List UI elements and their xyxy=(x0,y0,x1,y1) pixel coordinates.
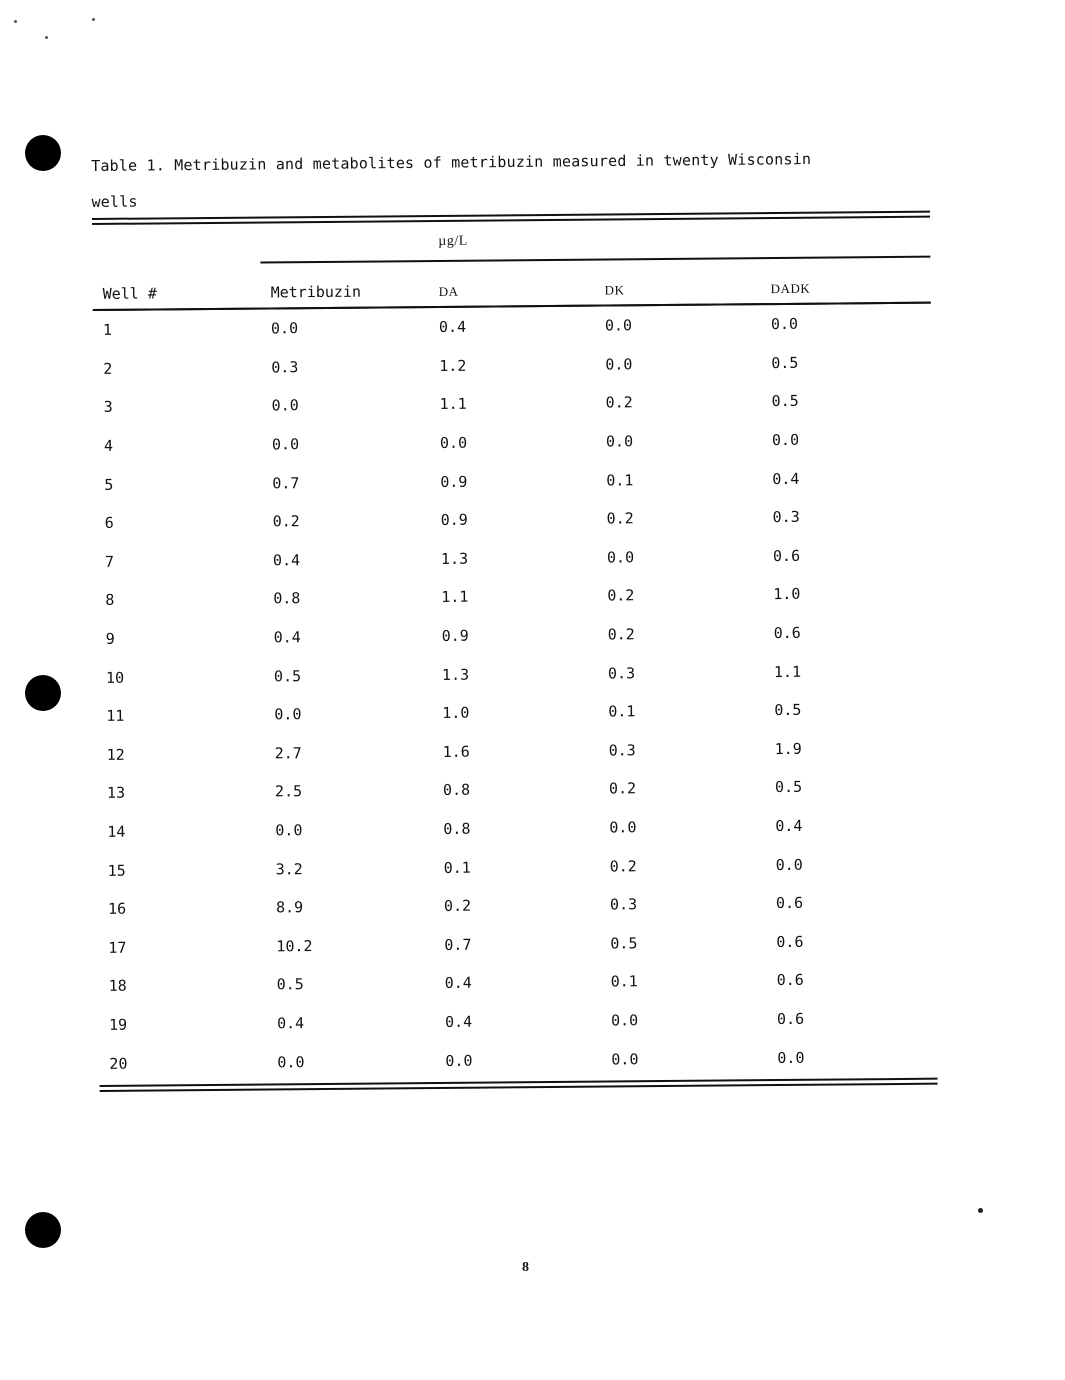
unit-label: µg/L xyxy=(438,233,468,249)
scan-speck xyxy=(14,20,17,23)
cell-dk: 0.2 xyxy=(606,509,634,528)
cell-metribuzin: 3.2 xyxy=(275,859,303,879)
cell-metribuzin: 0.0 xyxy=(274,705,302,724)
cell-dadk: 0.5 xyxy=(774,778,803,797)
cell-dk: 0.3 xyxy=(607,663,636,683)
cell-da: 1.3 xyxy=(440,549,469,568)
cell-da: 0.9 xyxy=(441,626,469,646)
cell-well: 16 xyxy=(107,899,127,919)
scan-speck xyxy=(45,36,48,39)
cell-dadk: 0.0 xyxy=(770,315,799,334)
cell-metribuzin: 0.5 xyxy=(276,975,304,994)
cell-well: 4 xyxy=(103,436,114,455)
data-table-container xyxy=(92,211,938,1092)
cell-dadk: 0.0 xyxy=(777,1048,805,1067)
cell-da: 0.0 xyxy=(439,433,468,453)
cell-dadk: 0.6 xyxy=(776,1009,805,1029)
cell-metribuzin: 0.2 xyxy=(272,512,300,531)
cell-dk: 0.2 xyxy=(607,625,635,644)
cell-dadk: 0.6 xyxy=(773,623,801,643)
cell-dk: 0.0 xyxy=(610,1011,639,1030)
cell-well: 7 xyxy=(104,552,115,571)
cell-metribuzin: 0.0 xyxy=(271,396,299,415)
cell-metribuzin: 0.0 xyxy=(271,435,300,454)
cell-da: 1.6 xyxy=(442,742,470,761)
data-table xyxy=(92,258,937,1083)
header-da: DA xyxy=(438,261,604,307)
cell-well: 2 xyxy=(103,359,113,378)
cell-metribuzin: 10.2 xyxy=(276,936,313,956)
punch-hole-top xyxy=(25,135,61,171)
cell-dk: 0.3 xyxy=(609,895,638,914)
cell-metribuzin: 0.0 xyxy=(275,821,303,840)
cell-da: 0.2 xyxy=(443,896,472,916)
header-well: Well # xyxy=(92,263,270,310)
punch-hole-middle xyxy=(25,675,61,711)
cell-da: 1.1 xyxy=(441,588,469,607)
cell-dadk: 0.5 xyxy=(774,701,802,720)
cell-da: 1.3 xyxy=(441,665,470,684)
cell-metribuzin: 8.9 xyxy=(275,898,304,917)
cell-dadk: 0.4 xyxy=(775,816,803,836)
cell-dk: 0.0 xyxy=(605,432,634,451)
cell-da: 0.8 xyxy=(442,781,471,800)
cell-dk: 0.2 xyxy=(608,779,637,798)
cell-well: 17 xyxy=(108,938,127,957)
cell-metribuzin: 0.7 xyxy=(272,473,300,493)
cell-dadk: 0.6 xyxy=(772,546,801,565)
unit-header-row xyxy=(92,218,930,265)
cell-dadk: 0.0 xyxy=(775,855,803,874)
cell-dk: 0.2 xyxy=(607,586,635,605)
cell-well: 3 xyxy=(103,398,113,417)
cell-da: 1.2 xyxy=(439,356,467,375)
page-number: 8 xyxy=(522,1260,529,1275)
table-caption xyxy=(91,140,932,220)
cell-metribuzin: 2.7 xyxy=(274,744,302,763)
cell-da: 1.0 xyxy=(442,703,470,723)
caption-line-1: Table 1. Metribuzin and metabolites of metribuzin measured in twenty Wisconsin xyxy=(91,150,812,175)
cell-dadk: 0.0 xyxy=(771,430,800,450)
cell-well: 13 xyxy=(106,784,126,803)
cell-metribuzin: 0.8 xyxy=(273,589,301,608)
cell-da: 0.4 xyxy=(444,974,472,993)
cell-dk: 0.0 xyxy=(606,548,635,567)
cell-dadk: 1.1 xyxy=(773,662,802,681)
cell-dk: 0.0 xyxy=(605,355,633,374)
cell-dadk: 0.3 xyxy=(772,508,800,527)
cell-dk: 0.1 xyxy=(610,972,638,991)
cell-well: 5 xyxy=(104,475,114,494)
cell-dk: 0.0 xyxy=(604,316,633,335)
cell-well: 19 xyxy=(108,1015,128,1034)
cell-metribuzin: 0.4 xyxy=(276,1014,305,1033)
cell-da: 0.0 xyxy=(445,1051,473,1070)
column-header-row xyxy=(92,258,930,310)
table-row xyxy=(99,1037,937,1083)
cell-da: 1.1 xyxy=(439,395,467,414)
cell-well: 15 xyxy=(107,861,126,880)
cell-da: 0.4 xyxy=(444,1012,473,1031)
cell-metribuzin: 0.0 xyxy=(277,1052,305,1071)
cell-well: 9 xyxy=(105,629,115,648)
caption-line-2: wells xyxy=(91,192,138,211)
cell-well: 12 xyxy=(106,745,125,764)
cell-well: 20 xyxy=(109,1054,128,1073)
cell-dadk: 1.0 xyxy=(773,585,801,604)
cell-dk: 0.0 xyxy=(611,1049,639,1069)
cell-dk: 0.2 xyxy=(609,856,637,876)
cell-dk: 0.3 xyxy=(608,741,636,760)
cell-dadk: 0.6 xyxy=(775,894,804,913)
cell-dadk: 1.9 xyxy=(774,739,802,758)
cell-well: 11 xyxy=(106,706,125,726)
cell-dk: 0.5 xyxy=(610,934,638,953)
cell-dk: 0.2 xyxy=(605,393,633,413)
cell-well: 10 xyxy=(105,668,125,687)
cell-da: 0.1 xyxy=(443,858,471,877)
cell-dk: 0.0 xyxy=(609,818,637,837)
cell-da: 0.7 xyxy=(444,935,472,954)
cell-dadk: 0.6 xyxy=(776,971,804,990)
table-body xyxy=(93,303,938,1083)
header-metribuzin: Metribuzin xyxy=(270,262,438,308)
cell-well: 8 xyxy=(105,591,115,610)
cell-well: 14 xyxy=(107,822,126,841)
cell-metribuzin: 0.0 xyxy=(270,319,299,338)
cell-da: 0.9 xyxy=(440,472,468,491)
cell-dadk: 0.5 xyxy=(771,353,799,372)
cell-metribuzin: 0.4 xyxy=(272,551,301,570)
cell-da: 0.9 xyxy=(440,510,468,530)
scan-speck xyxy=(92,18,95,21)
header-dadk: DADK xyxy=(770,258,930,304)
cell-dk: 0.1 xyxy=(608,702,636,721)
punch-hole-bottom xyxy=(25,1212,61,1248)
cell-metribuzin: 0.4 xyxy=(273,628,301,647)
cell-well: 6 xyxy=(104,514,114,533)
cell-metribuzin: 2.5 xyxy=(274,782,303,801)
cell-metribuzin: 0.3 xyxy=(271,358,299,377)
cell-dk: 0.1 xyxy=(606,470,634,490)
cell-metribuzin: 0.5 xyxy=(273,666,302,686)
cell-dadk: 0.5 xyxy=(771,392,799,411)
cell-dadk: 0.4 xyxy=(772,469,800,488)
cell-dadk: 0.6 xyxy=(776,932,804,951)
scan-speck xyxy=(978,1208,983,1213)
cell-da: 0.4 xyxy=(438,318,467,337)
cell-da: 0.8 xyxy=(443,819,471,838)
header-dk: DK xyxy=(604,259,770,305)
cell-well: 1 xyxy=(102,321,113,340)
cell-well: 18 xyxy=(108,977,127,996)
